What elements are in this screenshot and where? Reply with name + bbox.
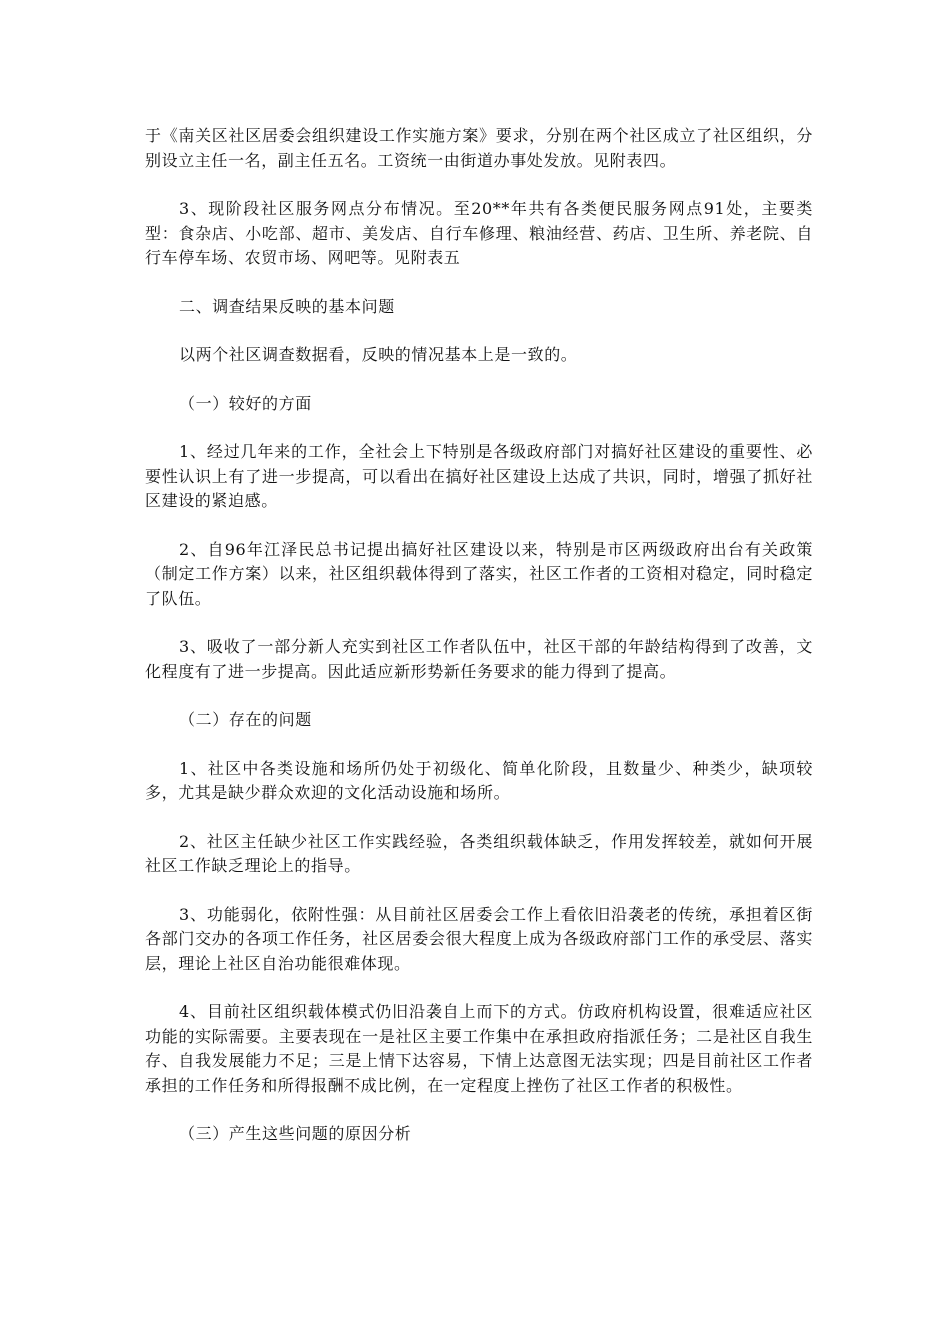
paragraph-problem-2: 2、社区主任缺少社区工作实践经验，各类组织载体缺乏，作用发挥较差，就如何开展社区工作缺乏理论上的指导。 (145, 831, 813, 875)
paragraph-problem-1: 1、社区中各类设施和场所仍处于初级化、简单化阶段，且数量少、种类少，缺项较多，尤其是缺少群众欢迎的文化活动设施和场所。 (145, 758, 813, 802)
subheading-problems: （二）存在的问题 (179, 710, 312, 729)
document-page (145, 124, 813, 1147)
paragraph-problem-4: 4、目前社区组织载体模式仍旧沿袭自上而下的方式。仿政府机构设置，很难适应社区功能的实际需要。主要表现在一是社区主要工作集中在承担政府指派任务；二是社区自我生存、自我发展能力不足；三是上情下达容易，下情上达意图无法实现；四是目前社区工作者承担的工作任务和所得报酬不成比例，在一定程度上挫伤了社区工作者的积极性。 (145, 1002, 813, 1095)
paragraph-summary: 以两个社区调查数据看，反映的情况基本上是一致的。 (179, 345, 578, 364)
paragraph-problem-3: 3、功能弱化，依附性强：从目前社区居委会工作上看依旧沿袭老的传统，承担着区街各部门交办的各项工作任务，社区居委会很大程度上成为各级政府部门工作的承受层、落实层，理论上社区自治功能很难体现。 (145, 904, 813, 973)
paragraph-strength-3: 3、吸收了一部分新人充实到社区工作者队伍中，社区干部的年龄结构得到了改善，文化程度有了进一步提高。因此适应新形势新任务要求的能力得到了提高。 (145, 637, 813, 681)
paragraph-strength-2: 2、自96年江泽民总书记提出搞好社区建设以来，特别是市区两级政府出台有关政策（制定工作方案）以来，社区组织载体得到了落实，社区工作者的工资相对稳定，同时稳定了队伍。 (145, 539, 813, 608)
paragraph-continuation: 于《南关区社区居委会组织建设工作实施方案》要求，分别在两个社区成立了社区组织，分别设立主任一名，副主任五名。工资统一由街道办事处发放。见附表四。 (145, 126, 813, 170)
paragraph-service-outlets: 3、现阶段社区服务网点分布情况。至20**年共有各类便民服务网点91处，主要类型：食杂店、小吃部、超市、美发店、自行车修理、粮油经营、药店、卫生所、养老院、自行车停车场、农贸市场、网吧等。见附表五 (145, 199, 813, 267)
paragraph-strength-1: 1、经过几年来的工作，全社会上下特别是各级政府部门对搞好社区建设的重要性、必要性认识上有了进一步提高，可以看出在搞好社区建设上达成了共识，同时，增强了抓好社区建设的紧迫感。 (145, 442, 813, 510)
section-heading-2: 二、调查结果反映的基本问题 (179, 296, 395, 316)
subheading-cause-analysis: （三）产生这些问题的原因分析 (179, 1124, 412, 1143)
subheading-strengths: （一）较好的方面 (179, 393, 312, 413)
